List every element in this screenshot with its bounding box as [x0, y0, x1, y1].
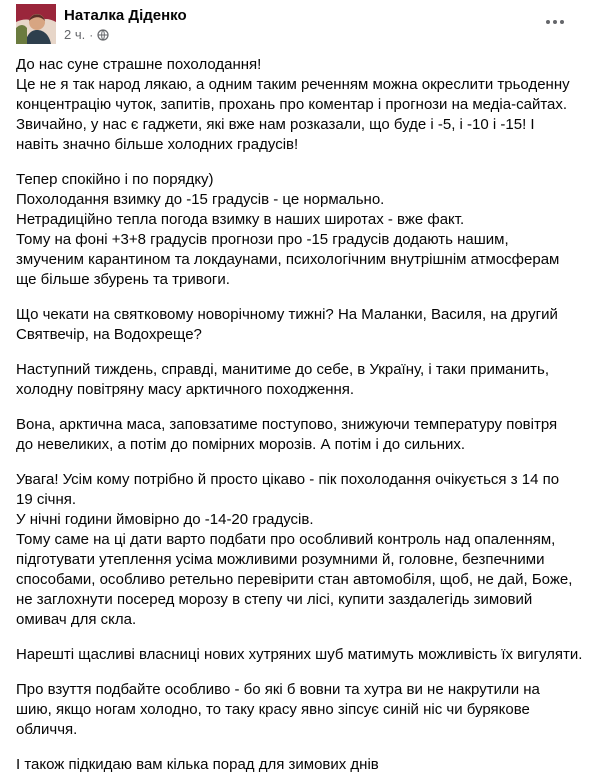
- post-text-line: Нарешті щасливі власниці нових хутряних шуб матимуть можливість їх вигуляти.: [16, 646, 583, 663]
- post-paragraph: [16, 470, 573, 630]
- post-text-line: Святвечір, на Водохреще?: [16, 326, 202, 343]
- post-message: [16, 55, 583, 773]
- post-text-line: Вона, арктична маса, заповзатиме поступово, знижуючи температуру повітря: [16, 416, 558, 433]
- post-text-line: змученим карантином та локдаунами, психологічним внутрішнім атмосферам: [16, 251, 560, 268]
- post-text-line: Увага! Усім кому потрібно й просто цікаво - пік похолодання очікується з 14 по: [16, 471, 560, 488]
- post-text-line: Що чекати на святковому новорічному тижні? На Маланки, Василя, на другий: [16, 306, 558, 323]
- post-text-line: Наступний тиждень, справді, манитиме до себе, в Україну, і таки приманить,: [16, 361, 549, 378]
- post-text-line: Це не я так народ лякаю, а одним таким реченням можна окреслити трьоденну: [16, 76, 570, 93]
- post-meta: [64, 27, 109, 43]
- meta-separator: ·: [89, 28, 94, 42]
- post-text-line: Похолодання взимку до -15 градусів - це нормально.: [16, 191, 385, 208]
- post-text-line: концентрацію чуток, запитів, прохань про коментар і прогнози на медіа-сайтах.: [16, 96, 568, 113]
- post-paragraph: [16, 55, 573, 155]
- post-text-line: омивач для скла.: [16, 611, 137, 628]
- profile-photo-icon: [16, 4, 56, 44]
- post-text-line: ще більше збурень та тривоги.: [16, 271, 230, 288]
- post-text-line: До нас суне страшне похолодання!: [16, 56, 262, 73]
- post-text-line: навіть значно більше холодних градусів!: [16, 136, 299, 153]
- post-paragraph: [16, 415, 573, 455]
- post-text-line: не заглохнути посеред морозу в степу чи лісі, купити заздалегідь зимовий: [16, 591, 533, 608]
- author-avatar[interactable]: [16, 4, 56, 44]
- post-text-line: шию, якщо ногам холодно, то таку красу явно зіпсує синій ніс чи бурякове: [16, 701, 530, 718]
- public-globe-icon[interactable]: [97, 29, 109, 41]
- post-paragraph: [16, 645, 583, 665]
- post-text-line: Нетрадиційно тепла погода взимку в наших широтах - вже факт.: [16, 211, 465, 228]
- post-text-line: Про взуття подбайте особливо - бо які б вовни та хутра ви не накрутили на: [16, 681, 540, 698]
- post-text-line: 19 січня.: [16, 491, 77, 508]
- post-text-line: способами, особливо ретельно перевірити стан автомобіля, щоб, не дай, Боже,: [16, 571, 573, 588]
- post-timestamp[interactable]: 2 ч.: [64, 27, 86, 42]
- post-paragraph: [16, 360, 573, 400]
- post-paragraph: [16, 680, 573, 740]
- post-text-line: У нічні години ймовірно до -14-20 градусів.: [16, 511, 314, 528]
- author-name[interactable]: Наталка Діденко: [64, 7, 187, 24]
- post-text-line: І також підкидаю вам кілька порад для зимових днів: [16, 756, 379, 773]
- post-text-line: Тепер спокійно і по порядку): [16, 171, 214, 188]
- post-text-line: Тому на фоні +3+8 градусів прогнози про -15 градусів додають нашим,: [16, 231, 509, 248]
- post-text-line: підготувати утеплення усіма можливими розумними й, головне, безпечними: [16, 551, 545, 568]
- post-text-line: Тому саме на ці дати варто подбати про особливий контроль над опаленням,: [16, 531, 556, 548]
- post-paragraph: [16, 170, 573, 290]
- post-paragraph: [16, 305, 573, 345]
- post-text-line: холодну повітряну масу арктичного походження.: [16, 381, 355, 398]
- post-text-line: до невеликих, а потім до помірних морозів. А потім і до сильних.: [16, 436, 466, 453]
- cropped-next-line: [16, 755, 573, 773]
- post-options-button[interactable]: [537, 4, 573, 40]
- post-header: [16, 4, 573, 44]
- post-text-line: Звичайно, у нас є гаджети, які вже нам розказали, що буде і -5, і -10 і -15! І: [16, 116, 535, 133]
- more-horizontal-icon: [546, 20, 564, 24]
- post-text-line: обличчя.: [16, 721, 78, 738]
